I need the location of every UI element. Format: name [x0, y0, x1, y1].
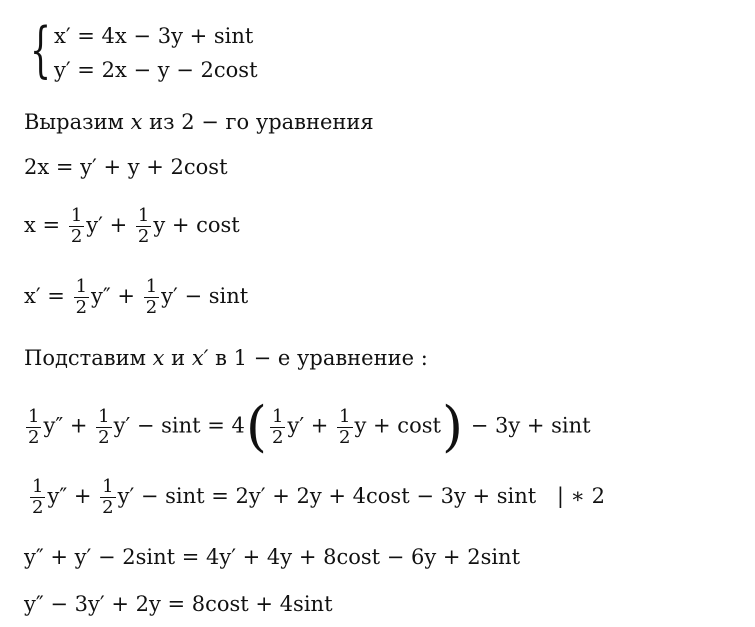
step1-b: из 2 − го уравнения: [142, 110, 374, 134]
frac-num: 1: [145, 276, 158, 297]
frac-den: 2: [339, 426, 351, 448]
eq-sub-t4: y + cost: [354, 413, 441, 438]
eq-x: [24, 206, 240, 247]
eq-sub-t2: y′ − sint = 4: [113, 413, 245, 438]
eq-x-lhs: x =: [24, 213, 61, 237]
step2-text: [24, 346, 428, 370]
eq-multiply: [28, 477, 605, 518]
step2-a: Подставим: [24, 346, 153, 370]
eq-xp-t1: y″ +: [91, 284, 136, 308]
fraction-half: [270, 407, 285, 448]
fraction-half: [74, 277, 89, 318]
frac-num: 1: [75, 276, 88, 297]
eq-sub-t3: y′ +: [287, 413, 329, 438]
eq-substituted: [24, 395, 591, 458]
frac-den: 2: [28, 426, 40, 448]
eq-mul-t2: y′ − sint = 2y′ + 2y + 4cost − 3y + sint: [117, 484, 537, 508]
frac-num: 1: [32, 476, 44, 497]
frac-den: 2: [137, 226, 150, 247]
system-eq2: y′ = 2x − y − 2cost: [54, 58, 258, 82]
eq-result1: y″ + y′ − 2sint = 4y′ + 4y + 8cost − 6y + 2sint: [24, 545, 521, 569]
fraction-half: [337, 407, 352, 448]
frac-num: 1: [339, 405, 351, 427]
frac-num: 1: [102, 476, 114, 497]
paren-close: ): [441, 395, 464, 458]
paren-open: (: [245, 395, 267, 458]
fraction-half: [144, 277, 159, 318]
frac-num: 1: [272, 405, 284, 427]
frac-num: 1: [70, 205, 83, 226]
fraction-half: [26, 407, 41, 448]
step1-var: x: [130, 110, 143, 134]
eq-xp-t2: y′ − sint: [161, 284, 249, 308]
fraction-half: [96, 407, 111, 448]
frac-den: 2: [70, 226, 83, 247]
step1-a: Выразим: [24, 110, 131, 134]
frac-den: 2: [272, 426, 284, 448]
eq-2x: 2x = y′ + y + 2cost: [24, 155, 228, 179]
frac-den: 2: [32, 497, 44, 518]
step2-v1: x: [152, 346, 165, 370]
eq-result2: y″ − 3y′ + 2y = 8cost + 4sint: [24, 592, 333, 616]
step2-rest: в 1 − е уравнение :: [208, 346, 428, 370]
eq-xp-lhs: x′ =: [24, 284, 65, 308]
frac-den: 2: [75, 297, 88, 318]
system-eq1: x′ = 4x − 3y + sint: [54, 24, 254, 48]
eq-sub-t1: y″ +: [43, 413, 88, 438]
eq-xprime: [24, 277, 248, 318]
eq-sub-t5: − 3y + sint: [470, 413, 591, 438]
fraction-half: [136, 206, 151, 247]
eq-mul-t1: y″ +: [47, 484, 92, 508]
frac-den: 2: [145, 297, 158, 318]
fraction-half: [30, 477, 45, 518]
step2-v2: x′: [191, 346, 209, 370]
frac-num: 1: [28, 405, 40, 427]
system-brace: {: [30, 15, 52, 85]
frac-den: 2: [98, 426, 110, 448]
frac-den: 2: [102, 497, 114, 518]
fraction-half: [100, 477, 115, 518]
step2-and: и: [164, 346, 192, 370]
frac-num: 1: [137, 205, 150, 226]
multiplier-note: | ∗ 2: [556, 484, 605, 508]
step1-text: [24, 110, 374, 134]
eq-x-t2: y + cost: [153, 213, 240, 237]
frac-num: 1: [98, 405, 110, 427]
eq-x-t1: y′ +: [86, 213, 128, 237]
fraction-half: [69, 206, 84, 247]
